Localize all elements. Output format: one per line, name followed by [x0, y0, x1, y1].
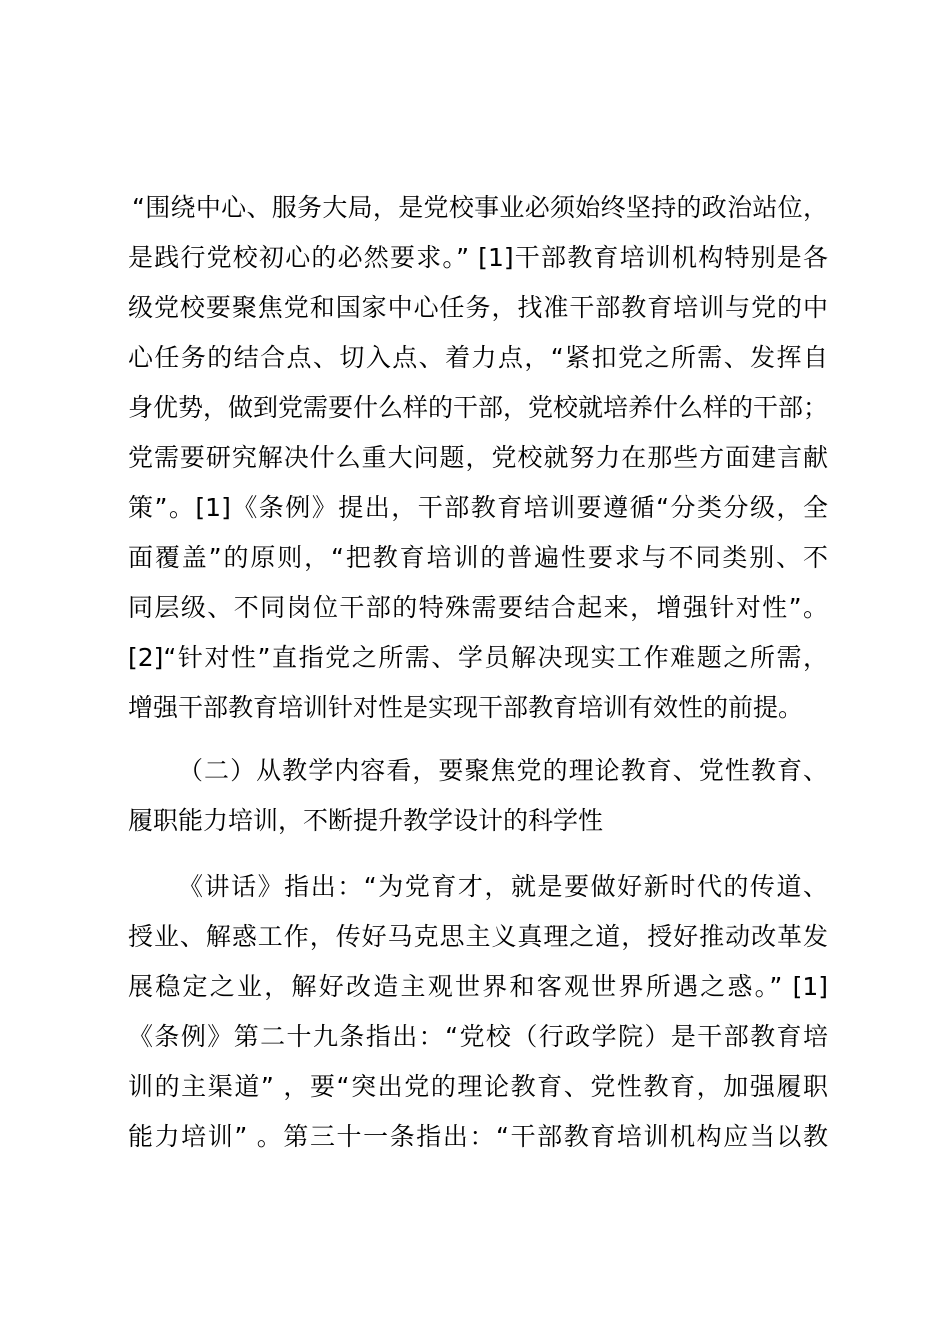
paragraph-1-line-6: 党需要研究解决什么重大问题，党校就努力在那些方面建言献: [128, 443, 828, 472]
paragraph-1-line-3: 级党校要聚焦党和国家中心任务，找准干部教育培训与党的中: [128, 293, 828, 322]
paragraph-3-line-2: 授业、解惑工作，传好马克思主义真理之道，授好推动改革发: [128, 922, 828, 951]
paragraph-1-line-9: 同层级、不同岗位干部的特殊需要结合起来，增强针对性”。: [128, 593, 828, 622]
paragraph-3-line-6: 能力培训” 。第三十一条指出：“干部教育培训机构应当以教: [128, 1122, 828, 1151]
paragraph-1-line-8: 面覆盖”的原则，“把教育培训的普遍性要求与不同类别、不: [128, 543, 828, 572]
paragraph-1-line-10: [2]“针对性”直指党之所需、学员解决现实工作难题之所需，: [128, 643, 828, 672]
paragraph-1-line-7: 策”。[1]《条例》提出，干部教育培训要遵循“分类分级，全: [128, 493, 828, 522]
paragraph-1-line-4: 心任务的结合点、切入点、着力点，“紧扣党之所需、发挥自: [128, 343, 828, 372]
paragraph-1-line-1: “围绕中心、服务大局，是党校事业必须始终坚持的政治站位，: [132, 193, 828, 222]
paragraph-3-line-3: 展稳定之业，解好改造主观世界和客观世界所遇之惑。” [1]: [128, 972, 828, 1001]
paragraph-1-line-5: 身优势，做到党需要什么样的干部，党校就培养什么样的干部；: [128, 393, 828, 422]
paragraph-3-line-1: 《讲话》指出：“为党育才，就是要做好新时代的传道、: [178, 872, 828, 901]
paragraph-3-line-4: 《条例》第二十九条指出：“党校（行政学院）是干部教育培: [128, 1022, 828, 1051]
paragraph-1-line-11: 增强干部教育培训针对性是实现干部教育培训有效性的前提。: [128, 693, 804, 722]
section-heading-line-2: 履职能力培训，不断提升教学设计的科学性: [128, 806, 604, 835]
paragraph-1-line-2: 是践行党校初心的必然要求。” [1]干部教育培训机构特别是各: [128, 243, 828, 272]
paragraph-3-line-5: 训的主渠道” ，要“突出党的理论教育、党性教育，加强履职: [128, 1072, 828, 1101]
section-heading-line-1: （二）从教学内容看，要聚焦党的理论教育、党性教育、: [178, 756, 828, 785]
